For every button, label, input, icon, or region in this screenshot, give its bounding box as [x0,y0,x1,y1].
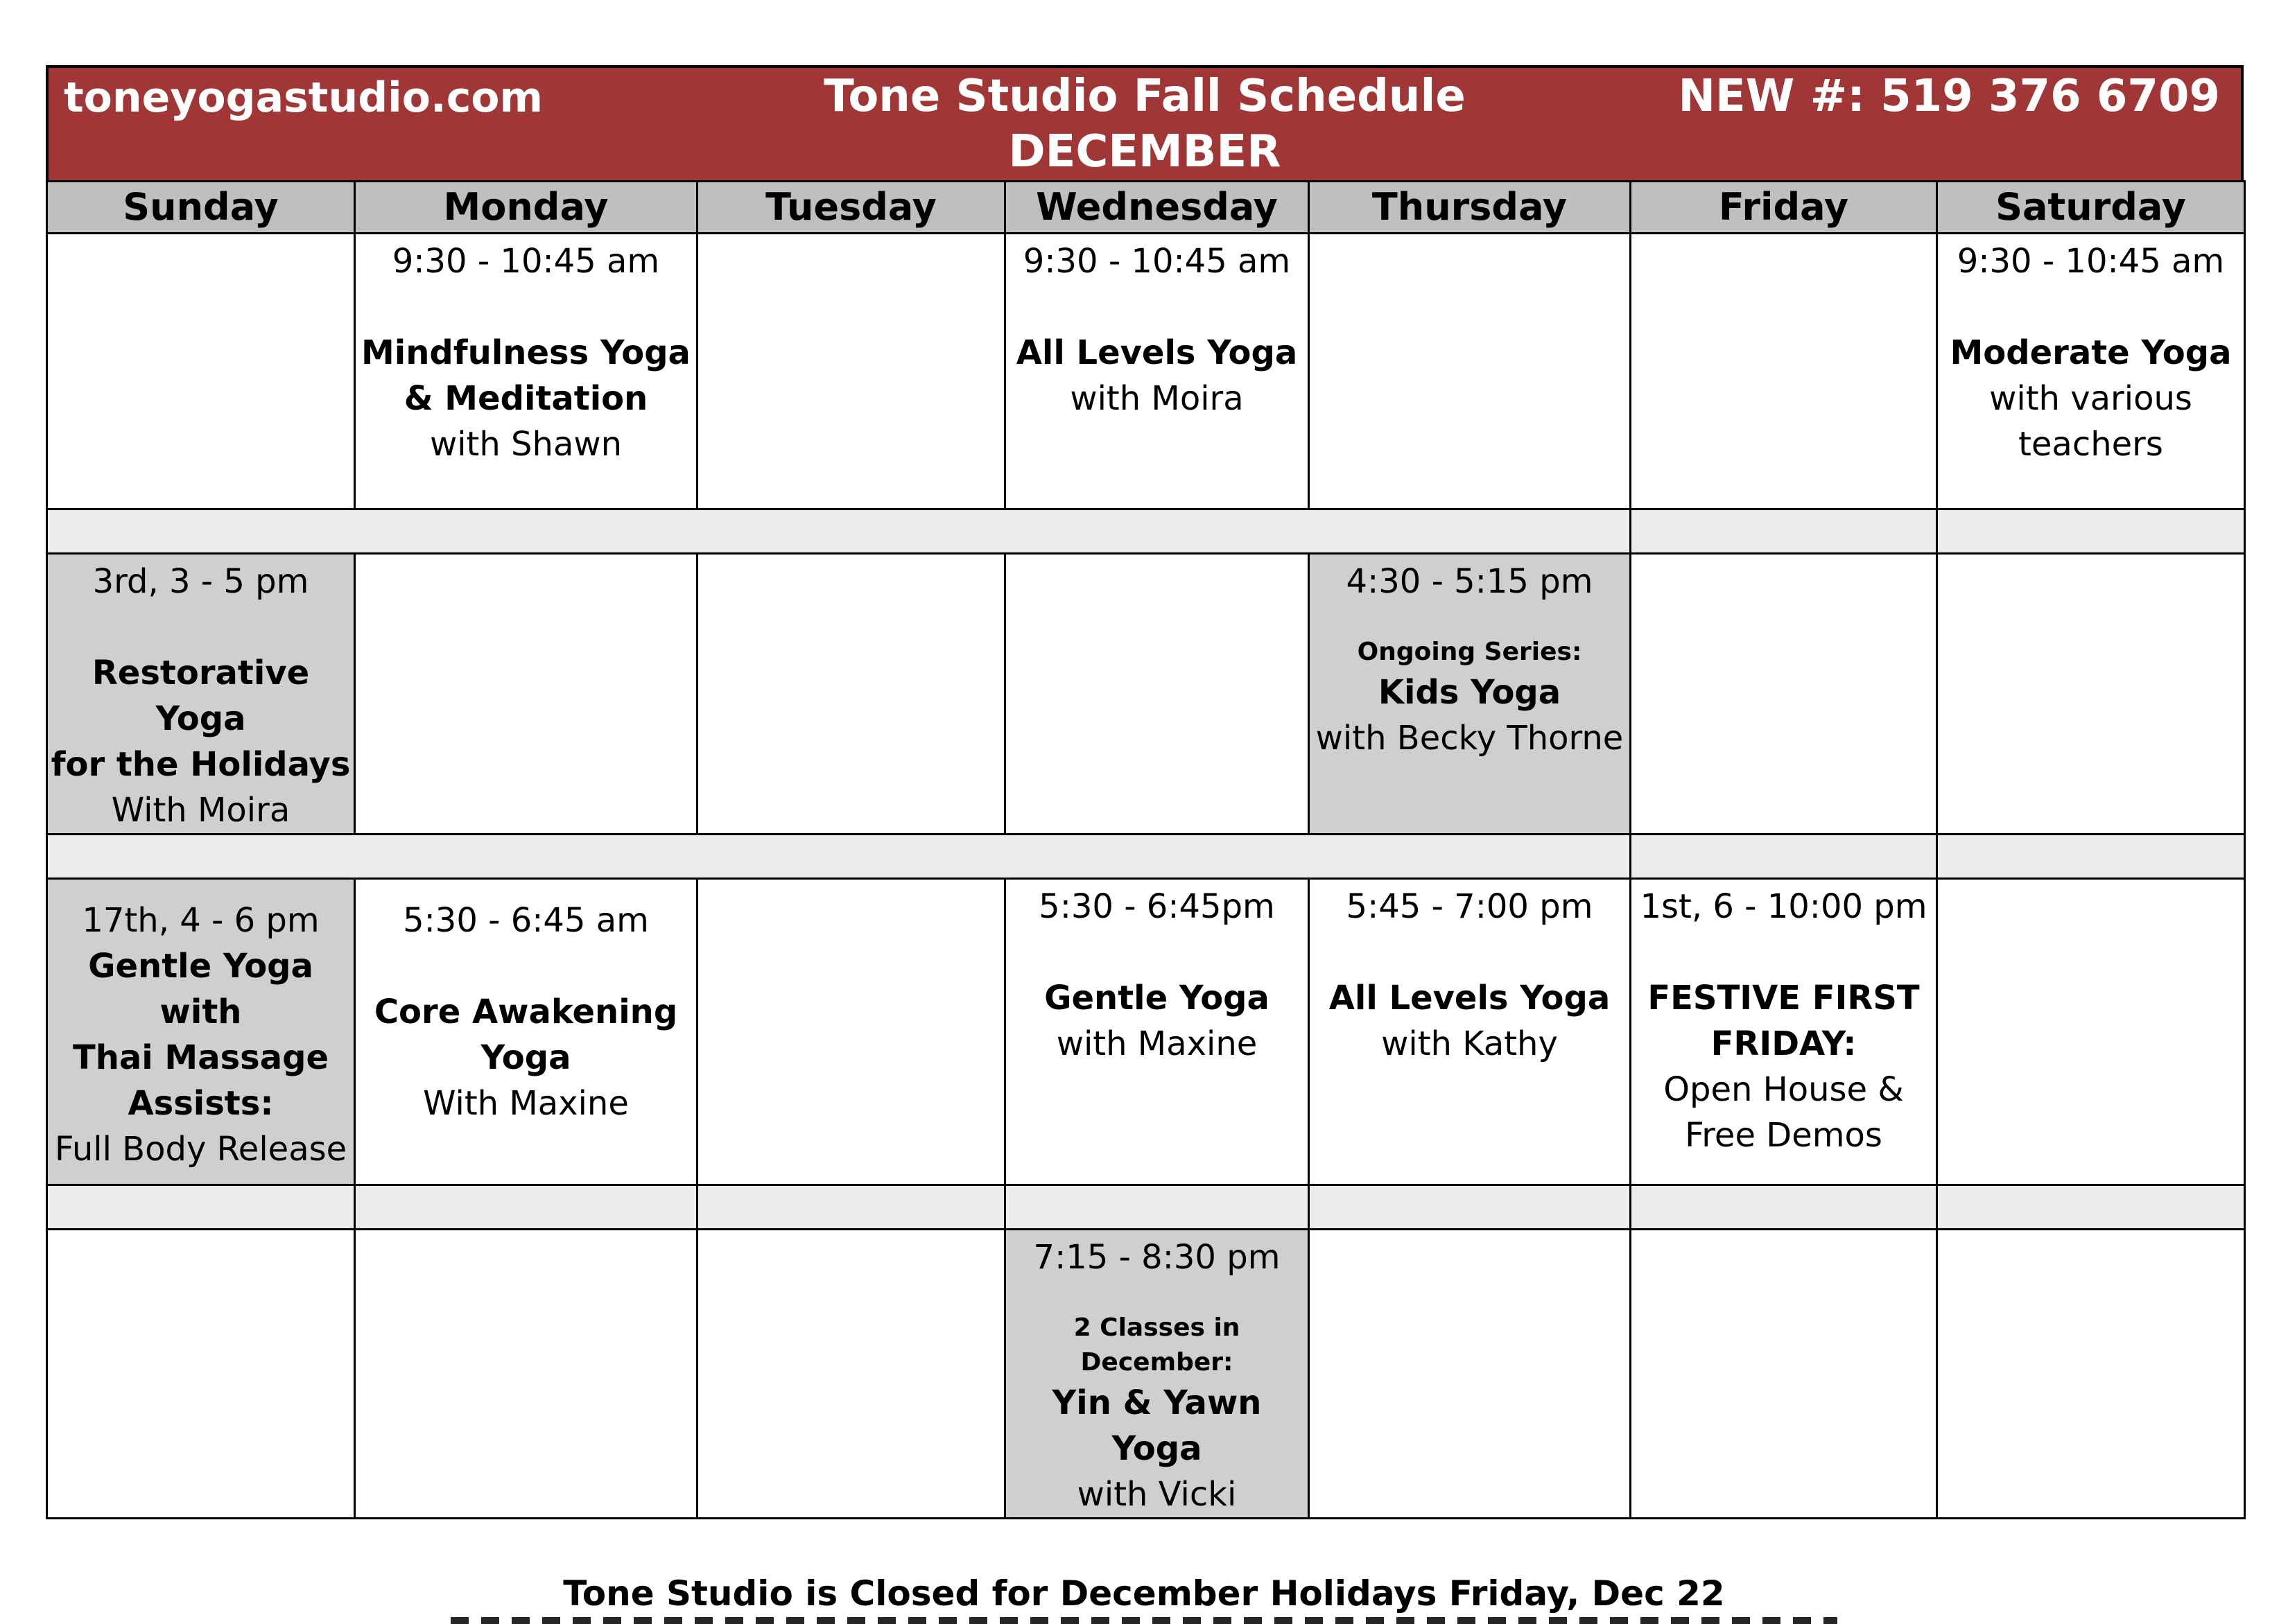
class-instructor: with Kathy [1381,1024,1558,1063]
class-time: 5:30 - 6:45pm [1039,887,1275,926]
class-note: Ongoing Series: [1357,638,1582,666]
spacer-cell [1937,835,2245,879]
class-name: Mindfulness Yoga [361,333,691,372]
day-header-monday: Monday [355,182,697,234]
class-instructor: with various [1989,379,2192,418]
class-note: December: [1080,1348,1233,1377]
cell-empty [1309,234,1631,509]
class-cell-thai-massage [47,879,355,1185]
class-name: Moderate Yoga [1950,333,2232,372]
class-cell-kids-yoga [1309,554,1631,835]
class-time: 5:45 - 7:00 pm [1346,887,1593,926]
class-cell-festive-friday [1631,879,1937,1185]
class-instructor: with Moira [1070,379,1244,418]
spacer-cell [47,1185,355,1230]
spacer-row [47,509,2245,554]
class-name: Yoga [480,1038,571,1077]
spacer-cell [1309,1185,1631,1230]
spacer-cell [1631,509,1937,554]
spacer-cell [355,1185,697,1230]
spacer-cell [1937,1185,2245,1230]
class-cell-mindfulness [355,234,697,509]
class-cell-yin-yawn [1005,1230,1309,1519]
class-name: All Levels Yoga [1016,333,1298,372]
class-name: Gentle Yoga with [88,947,313,1031]
class-name: Assists: [128,1084,274,1123]
spacer-cell [47,509,1631,554]
class-cell-restorative [47,554,355,835]
class-instructor: With Maxine [423,1084,629,1123]
cell-empty [355,554,697,835]
class-time: 17th, 4 - 6 pm [82,901,320,940]
class-name: for the Holidays [51,745,351,784]
week-row-2 [47,554,2245,835]
spacer-cell [1937,509,2245,554]
day-header-row [47,182,2245,234]
spacer-cell [1631,1185,1937,1230]
day-header-sunday: Sunday [47,182,355,234]
class-time: 9:30 - 10:45 am [1023,242,1291,281]
cell-empty [355,1230,697,1519]
cell-empty [47,234,355,509]
day-header-saturday: Saturday [1937,182,2245,234]
spacer-row [47,1185,2245,1230]
class-name: Gentle Yoga [1044,979,1269,1018]
class-instructor: with Vicki [1077,1475,1237,1514]
class-time: 1st, 6 - 10:00 pm [1640,887,1927,926]
class-time: 4:30 - 5:15 pm [1346,562,1593,601]
week-row-1 [47,234,2245,509]
spacer-row [47,835,2245,879]
class-cell-moderate [1937,234,2245,509]
class-name: & Meditation [404,379,648,418]
day-header-friday: Friday [1631,182,1937,234]
spacer-cell [47,835,1631,879]
cell-empty [1937,554,2245,835]
day-header-wednesday: Wednesday [1005,182,1309,234]
class-detail: Open House & [1663,1070,1904,1109]
cell-empty [1937,879,2245,1185]
week-row-3 [47,879,2245,1185]
class-cell-all-levels-wed [1005,234,1309,509]
schedule-sheet [46,65,2244,1519]
cell-empty [1631,554,1937,835]
class-time: 7:15 - 8:30 pm [1033,1238,1281,1277]
website-link[interactable]: toneyogastudio.com [64,73,544,122]
cell-empty [697,1230,1005,1519]
cell-empty [697,234,1005,509]
closure-notice: Tone Studio is Closed for December Holidays Friday, Dec 22 [563,1573,1725,1614]
cell-empty [1631,1230,1937,1519]
cropped-text-line [0,1617,2288,1624]
cell-empty [47,1230,355,1519]
week-row-4 [47,1230,2245,1519]
cell-empty [1005,554,1309,835]
class-name: FRIDAY: [1710,1024,1857,1063]
cell-empty [697,554,1005,835]
phone-number: NEW #: 519 376 6709 [1678,71,2220,122]
spacer-cell [1005,1185,1309,1230]
class-detail: Free Demos [1685,1116,1882,1155]
class-instructor: with Shawn [429,425,623,464]
class-time: 5:30 - 6:45 am [403,901,649,940]
class-name: Core Awakening [374,993,678,1031]
class-name: Yin & Yawn Yoga [1052,1383,1262,1468]
cell-empty [1631,234,1937,509]
class-name: FESTIVE FIRST [1647,979,1920,1018]
schedule-banner [46,65,2244,180]
class-time: 3rd, 3 - 5 pm [92,562,309,601]
schedule-month: DECEMBER [1008,126,1281,177]
class-instructor: teachers [2018,425,2163,464]
class-instructor: with Maxine [1056,1024,1258,1063]
class-subtitle: Full Body Release [54,1130,347,1169]
day-header-thursday: Thursday [1309,182,1631,234]
class-name: Kids Yoga [1378,673,1561,712]
day-header-tuesday: Tuesday [697,182,1005,234]
class-name: Restorative Yoga [92,654,310,738]
spacer-cell [1631,835,1937,879]
class-time: 9:30 - 10:45 am [392,242,660,281]
schedule-title: Tone Studio Fall Schedule [824,71,1466,122]
schedule-table [46,180,2246,1519]
spacer-cell [697,1185,1005,1230]
class-cell-core-awakening [355,879,697,1185]
class-instructor: with Becky Thorne [1315,719,1624,758]
class-name: All Levels Yoga [1328,979,1611,1018]
class-time: 9:30 - 10:45 am [1957,242,2225,281]
cell-empty [697,879,1005,1185]
cell-empty [1937,1230,2245,1519]
class-cell-all-levels-thu [1309,879,1631,1185]
class-note: 2 Classes in [1073,1313,1240,1342]
class-name: Thai Massage [72,1038,329,1077]
class-instructor: With Moira [111,791,291,830]
cell-empty [1309,1230,1631,1519]
class-cell-gentle-yoga [1005,879,1309,1185]
